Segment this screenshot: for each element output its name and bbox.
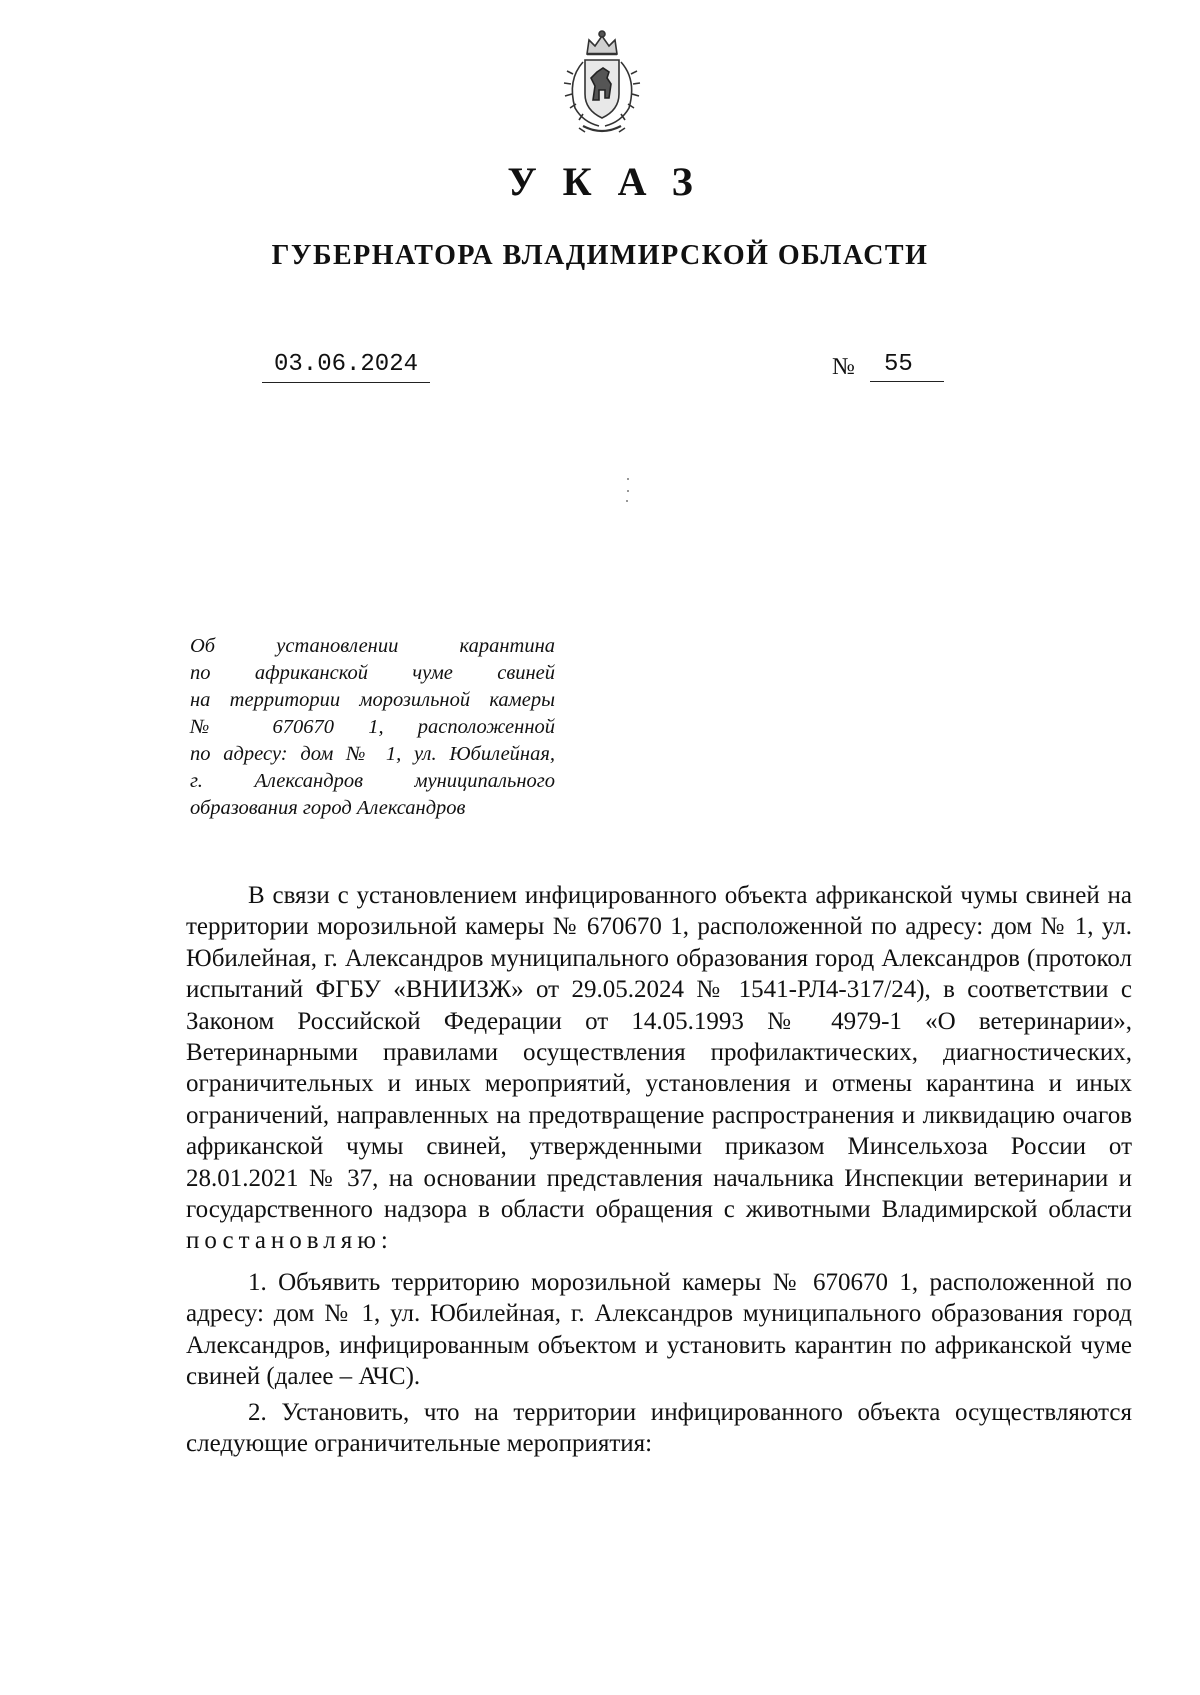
subject-line: по адресу: дом № 1, ул. Юбилейная, <box>190 743 555 765</box>
subject-line: по африканской чуме свиней <box>190 662 555 684</box>
scan-speck <box>627 478 629 480</box>
scan-speck <box>627 490 629 492</box>
decree-body <box>186 880 1132 1459</box>
subject-line: г. Александров муниципального <box>190 770 555 792</box>
decree-subject <box>190 633 555 822</box>
subject-line: № 670670 1, расположенной <box>190 716 555 738</box>
subject-line: на территории морозильной камеры <box>190 689 555 711</box>
decree-number: 55 <box>870 350 944 382</box>
clause-2: 2. Установить, что на территории инфицированного объекта осуществляются следующие ограничительные мероприятия: <box>186 1398 1132 1457</box>
document-title: УКАЗ <box>507 159 719 204</box>
scan-speck <box>626 500 628 502</box>
subject-line: Об установлении карантина <box>190 635 555 657</box>
preamble-text: В связи с установлением инфицированного объекта африканской чумы свиней на территории морозильной камеры № 670670 1, расположенной по адресу: дом № 1, ул. Юбилейная, г. Александров муниципального образования город Александров (протокол испытаний ФГБУ «ВНИИЗЖ» от 29.05.2024 № 1541-РЛ4-317/24), в соответствии с Законом Российской Федерации от 14.05.1993 № 4979-1 «О ветеринарии», Ветеринарными правилами осуществления профилактических, диагностических, ограничительных и иных мероприятий, установления и отмены карантина и иных ограничений, направленных на предотвращение распространения и ликвидацию очагов африканской чумы свиней, утвержденными приказом Минсельхоза России от 28.01.2021 № 37, на основании представления начальника Инспекции ветеринарии и государственного надзора в области обращения с животными Владимирской области <box>186 882 1132 1224</box>
preamble-paragraph <box>186 880 1132 1257</box>
decree-word: постановляю: <box>186 1227 393 1255</box>
coat-of-arms-emblem <box>553 28 651 138</box>
document-issuer: ГУБЕРНАТОРА ВЛАДИМИРСКОЙ ОБЛАСТИ <box>271 240 929 271</box>
decree-date: 03.06.2024 <box>262 350 430 383</box>
clause-1: 1. Объявить территорию морозильной камеры № 670670 1, расположенной по адресу: дом № 1, ул. Юбилейная, г. Александров муниципального образования город Александров, инфицированным объектом и установить карантин по африканской чуме свиней (далее – АЧС). <box>186 1268 1132 1391</box>
number-label: № <box>832 354 855 380</box>
subject-line: образования город Александров <box>190 797 466 819</box>
